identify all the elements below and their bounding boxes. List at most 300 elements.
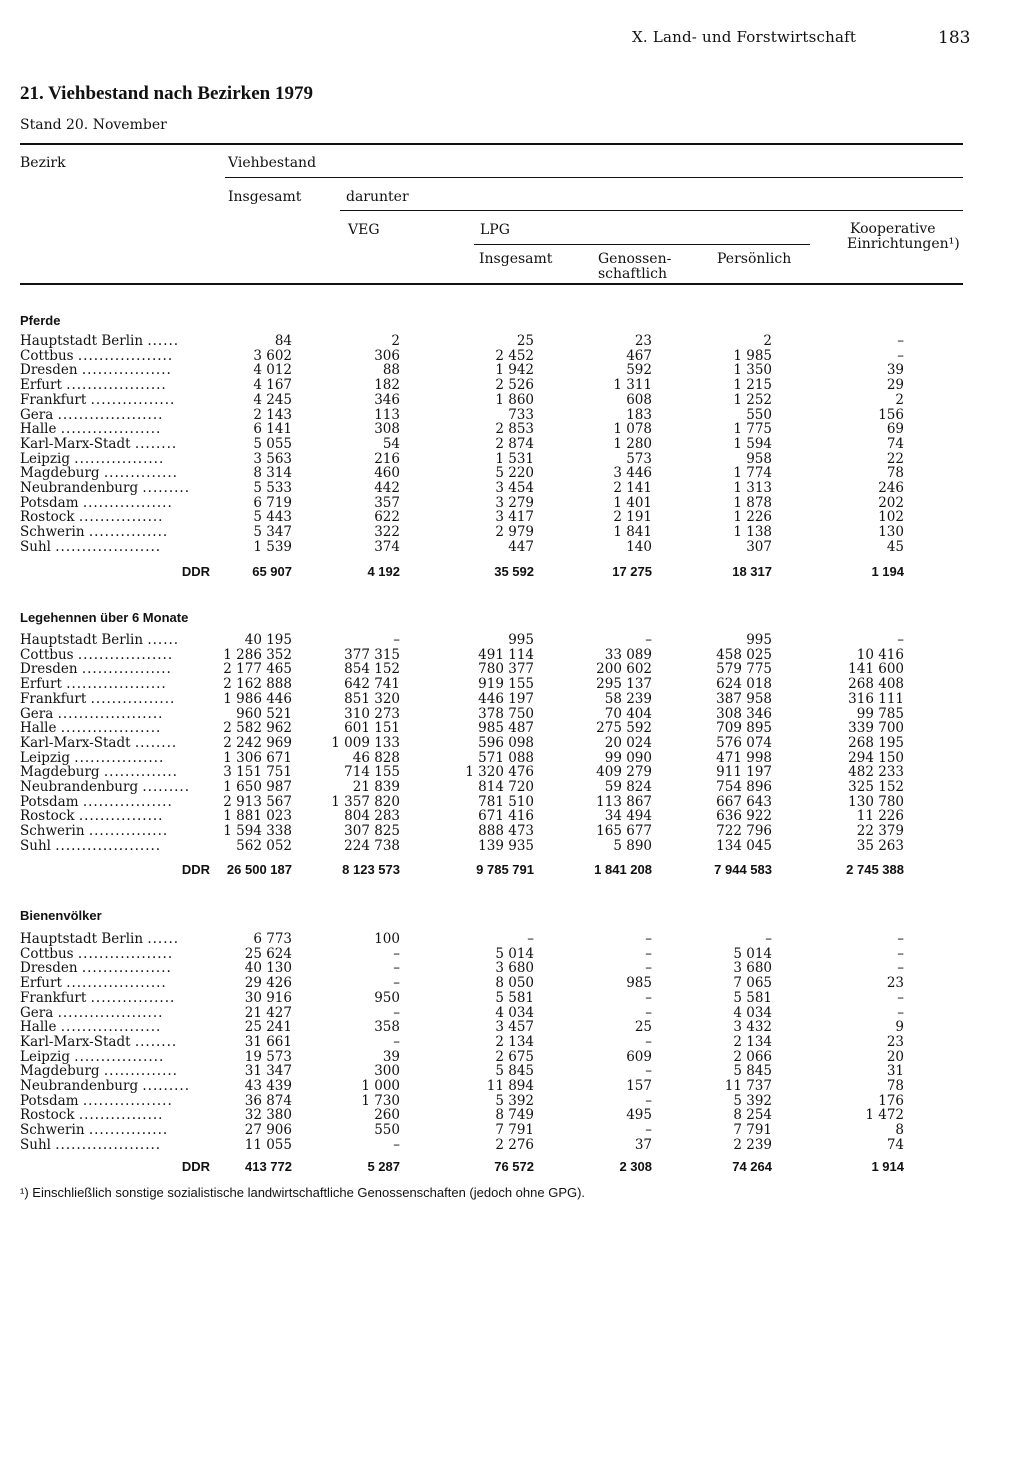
total-veg: 5 287: [367, 1159, 400, 1174]
cell-insgesamt: 21 427: [244, 1004, 292, 1021]
cell-genossenschaftlich: –: [645, 1004, 652, 1021]
cell-veg: 460: [374, 465, 400, 482]
cell-kooperative: 11 226: [856, 808, 904, 825]
table-row: [0, 481, 1024, 496]
cell-veg: 358: [374, 1019, 400, 1036]
cell-insgesamt: 1 650 987: [223, 779, 292, 795]
cell-kooperative: 268 408: [848, 676, 904, 693]
cell-persoenlich: 624 018: [716, 676, 772, 693]
cell-insgesamt: 1 286 352: [223, 646, 292, 663]
cell-genossenschaftlich: 467: [626, 347, 652, 364]
row-label: Schwerin ...............: [20, 824, 169, 840]
cell-kooperative: 10 416: [856, 646, 904, 663]
section-title-legehennen: Legehennen über 6 Monate: [20, 610, 189, 625]
cell-lpg-insgesamt: 446 197: [478, 690, 534, 707]
cell-kooperative: –: [897, 333, 904, 349]
cell-lpg-insgesamt: 888 473: [478, 823, 534, 840]
table-row: [0, 1035, 1024, 1050]
cell-lpg-insgesamt: 671 416: [478, 808, 534, 825]
cell-veg: 88: [382, 362, 400, 379]
cell-persoenlich: 958: [746, 450, 772, 467]
table-row: [0, 991, 1024, 1006]
total-kooperative: 1 914: [871, 1159, 904, 1174]
cell-insgesamt: 5 347: [253, 524, 292, 541]
cell-lpg-insgesamt: 8 749: [495, 1107, 534, 1124]
table-row: [0, 932, 1024, 947]
cell-insgesamt: 1 594 338: [223, 823, 292, 840]
col-header-veg: VEG: [348, 222, 380, 238]
cell-persoenlich: 1 226: [733, 509, 772, 526]
cell-insgesamt: 5 055: [253, 435, 292, 452]
cell-lpg-insgesamt: 139 935: [478, 837, 534, 854]
cell-kooperative: 78: [886, 1078, 904, 1094]
cell-insgesamt: 31 347: [244, 1063, 292, 1080]
row-label: Neubrandenburg .........: [20, 1079, 191, 1094]
cell-persoenlich: 5 845: [733, 1063, 772, 1080]
cell-genossenschaftlich: 592: [626, 362, 652, 379]
cell-genossenschaftlich: 25: [634, 1019, 652, 1036]
cell-genossenschaftlich: 275 592: [596, 720, 652, 737]
cell-insgesamt: 2 242 969: [223, 734, 292, 751]
cell-persoenlich: 911 197: [716, 764, 772, 781]
table-row: [0, 540, 1024, 555]
table-title: 21. Viehbestand nach Bezirken 1979: [20, 83, 313, 104]
cell-persoenlich: 8 254: [733, 1107, 772, 1124]
row-label: Gera ....................: [20, 706, 164, 722]
total-row: [0, 564, 1024, 579]
cell-kooperative: 35 263: [856, 837, 904, 854]
col-header-kooperative-1: Kooperative: [850, 221, 936, 237]
cell-insgesamt: 2 177 465: [223, 661, 292, 678]
cell-kooperative: 246: [878, 480, 904, 496]
cell-lpg-insgesamt: 3 417: [495, 509, 534, 526]
cell-lpg-insgesamt: 8 050: [495, 975, 534, 992]
cell-insgesamt: 40 195: [244, 632, 292, 648]
cell-lpg-insgesamt: 2 853: [495, 421, 534, 438]
cell-kooperative: 20: [886, 1048, 904, 1065]
table-row: [0, 633, 1024, 648]
header-rule-lpg: [474, 244, 810, 245]
row-label: Hauptstadt Berlin ......: [20, 932, 180, 947]
cell-persoenlich: 576 074: [716, 734, 772, 751]
cell-lpg-insgesamt: 7 791: [495, 1122, 534, 1139]
cell-insgesamt: 25 624: [244, 945, 292, 962]
cell-persoenlich: 2 066: [733, 1048, 772, 1065]
cell-genossenschaftlich: –: [645, 1063, 652, 1080]
cell-veg: 854 152: [344, 661, 400, 678]
cell-genossenschaftlich: –: [645, 1092, 652, 1109]
cell-lpg-insgesamt: 781 510: [478, 793, 534, 810]
cell-persoenlich: 636 922: [716, 808, 772, 825]
cell-insgesamt: 11 055: [244, 1136, 292, 1153]
total-lpg-insgesamt: 9 785 791: [476, 862, 534, 877]
cell-kooperative: 316 111: [848, 690, 904, 707]
cell-insgesamt: 2 913 567: [223, 793, 292, 810]
cell-insgesamt: 40 130: [244, 960, 292, 977]
cell-kooperative: 176: [878, 1092, 904, 1109]
row-label: Suhl ....................: [20, 539, 162, 555]
cell-persoenlich: 722 796: [716, 823, 772, 840]
cell-kooperative: 2: [895, 391, 904, 408]
col-header-lpg: LPG: [480, 222, 510, 238]
cell-lpg-insgesamt: 2 979: [495, 524, 534, 541]
cell-persoenlich: 1 775: [733, 421, 772, 438]
table-row: [0, 393, 1024, 408]
table-subtitle: Stand 20. November: [20, 117, 167, 133]
cell-insgesamt: 43 439: [244, 1078, 292, 1094]
header-rule-top: [20, 143, 963, 145]
cell-insgesamt: 31 661: [244, 1033, 292, 1050]
row-label: Schwerin ...............: [20, 1123, 169, 1139]
cell-genossenschaftlich: 37: [634, 1136, 652, 1153]
table-row: [0, 334, 1024, 349]
row-label: Hauptstadt Berlin ......: [20, 334, 180, 349]
cell-genossenschaftlich: 157: [626, 1078, 652, 1094]
cell-insgesamt: 4 167: [253, 377, 292, 394]
cell-genossenschaftlich: 985: [626, 975, 652, 992]
cell-genossenschaftlich: 573: [626, 450, 652, 467]
cell-persoenlich: 1 985: [733, 347, 772, 364]
cell-persoenlich: 458 025: [716, 646, 772, 663]
cell-genossenschaftlich: –: [645, 960, 652, 977]
cell-insgesamt: 5 443: [253, 509, 292, 526]
cell-lpg-insgesamt: 3 454: [495, 480, 534, 496]
cell-lpg-insgesamt: 378 750: [478, 705, 534, 722]
cell-insgesamt: 84: [274, 333, 292, 349]
row-label: Gera ....................: [20, 407, 164, 423]
cell-insgesamt: 1 306 671: [223, 749, 292, 766]
cell-persoenlich: 550: [746, 406, 772, 423]
row-label: Karl-Marx-Stadt ........: [20, 436, 178, 452]
cell-genossenschaftlich: 409 279: [596, 764, 652, 781]
cell-veg: 1 000: [361, 1078, 400, 1094]
cell-veg: 642 741: [344, 676, 400, 693]
cell-genossenschaftlich: 2 191: [613, 509, 652, 526]
cell-veg: 300: [374, 1063, 400, 1080]
row-label: Potsdam .................: [20, 1093, 173, 1109]
table-row: [0, 1138, 1024, 1153]
cell-lpg-insgesamt: 596 098: [478, 734, 534, 751]
cell-kooperative: 141 600: [848, 661, 904, 678]
cell-kooperative: 39: [886, 362, 904, 379]
total-label: DDR: [181, 564, 210, 579]
cell-genossenschaftlich: –: [645, 989, 652, 1006]
row-label: Leipzig .................: [20, 451, 165, 467]
row-label: Potsdam .................: [20, 794, 173, 810]
cell-persoenlich: 1 594: [733, 435, 772, 452]
cell-genossenschaftlich: –: [645, 1122, 652, 1139]
row-label: Halle ...................: [20, 721, 162, 737]
cell-persoenlich: 471 998: [716, 749, 772, 766]
cell-insgesamt: 27 906: [244, 1122, 292, 1139]
total-lpg-insgesamt: 76 572: [494, 1159, 534, 1174]
section-title-bienenvoelker: Bienenvölker: [20, 908, 102, 923]
total-persoenlich: 18 317: [732, 564, 772, 579]
cell-veg: –: [393, 1004, 400, 1021]
cell-lpg-insgesamt: 571 088: [478, 749, 534, 766]
cell-persoenlich: 1 878: [733, 494, 772, 511]
header-rule-bottom: [20, 283, 963, 285]
cell-genossenschaftlich: 495: [626, 1107, 652, 1124]
col-header-bezirk: Bezirk: [20, 155, 66, 171]
cell-kooperative: 1 472: [865, 1107, 904, 1124]
cell-kooperative: 102: [878, 509, 904, 526]
cell-kooperative: 23: [886, 975, 904, 992]
row-label: Neubrandenburg .........: [20, 780, 191, 795]
cell-genossenschaftlich: 99 090: [604, 749, 652, 766]
cell-lpg-insgesamt: 995: [508, 632, 534, 648]
cell-genossenschaftlich: 34 494: [604, 808, 652, 825]
cell-persoenlich: 4 034: [733, 1004, 772, 1021]
cell-genossenschaftlich: 183: [626, 406, 652, 423]
cell-veg: 374: [374, 538, 400, 555]
cell-kooperative: –: [897, 989, 904, 1006]
cell-persoenlich: 7 791: [733, 1122, 772, 1139]
cell-genossenschaftlich: 3 446: [613, 465, 652, 482]
cell-kooperative: –: [897, 931, 904, 947]
col-header-lpg-insgesamt: Insgesamt: [479, 251, 553, 267]
cell-persoenlich: 579 775: [716, 661, 772, 678]
cell-veg: 714 155: [344, 764, 400, 781]
cell-genossenschaftlich: 1 078: [613, 421, 652, 438]
cell-veg: –: [393, 1136, 400, 1153]
cell-persoenlich: 1 138: [733, 524, 772, 541]
table-row: [0, 1020, 1024, 1035]
cell-lpg-insgesamt: 3 457: [495, 1019, 534, 1036]
cell-genossenschaftlich: –: [645, 945, 652, 962]
total-kooperative: 2 745 388: [846, 862, 904, 877]
table-row: [0, 721, 1024, 736]
cell-persoenlich: 307: [746, 538, 772, 555]
table-row: [0, 780, 1024, 795]
cell-insgesamt: 6 773: [253, 931, 292, 947]
cell-veg: 46 828: [352, 749, 400, 766]
cell-kooperative: 23: [886, 1033, 904, 1050]
cell-persoenlich: 1 215: [733, 377, 772, 394]
cell-persoenlich: 387 958: [716, 690, 772, 707]
row-label: Halle ...................: [20, 1020, 162, 1036]
row-label: Rostock ................: [20, 809, 164, 825]
table-row: [0, 839, 1024, 854]
cell-insgesamt: 2 582 962: [223, 720, 292, 737]
row-label: Neubrandenburg .........: [20, 481, 191, 496]
cell-kooperative: 74: [886, 1136, 904, 1153]
cell-veg: 804 283: [344, 808, 400, 825]
cell-genossenschaftlich: 609: [626, 1048, 652, 1065]
cell-persoenlich: 5 014: [733, 945, 772, 962]
cell-insgesamt: 1 986 446: [223, 690, 292, 707]
cell-veg: 950: [374, 989, 400, 1006]
total-persoenlich: 7 944 583: [714, 862, 772, 877]
row-label: Schwerin ...............: [20, 525, 169, 541]
section-title-pferde: Pferde: [20, 313, 61, 328]
table-row: [0, 824, 1024, 839]
cell-lpg-insgesamt: 2 134: [495, 1033, 534, 1050]
cell-lpg-insgesamt: 2 526: [495, 377, 534, 394]
cell-kooperative: 130 780: [848, 793, 904, 810]
cell-insgesamt: 4 012: [253, 362, 292, 379]
table-row: [0, 378, 1024, 393]
cell-lpg-insgesamt: 2 276: [495, 1136, 534, 1153]
total-insgesamt: 413 772: [245, 1159, 292, 1174]
cell-veg: 39: [382, 1048, 400, 1065]
cell-genossenschaftlich: 608: [626, 391, 652, 408]
cell-lpg-insgesamt: 2 874: [495, 435, 534, 452]
row-label: Hauptstadt Berlin ......: [20, 633, 180, 648]
total-veg: 8 123 573: [342, 862, 400, 877]
table-row: [0, 692, 1024, 707]
cell-veg: 306: [374, 347, 400, 364]
total-genossenschaftlich: 17 275: [612, 564, 652, 579]
cell-kooperative: 29: [886, 377, 904, 394]
cell-genossenschaftlich: 165 677: [596, 823, 652, 840]
cell-kooperative: 339 700: [848, 720, 904, 737]
row-label: Frankfurt ................: [20, 392, 176, 408]
cell-kooperative: 45: [886, 538, 904, 555]
cell-insgesamt: 562 052: [236, 837, 292, 854]
cell-insgesamt: 30 916: [244, 989, 292, 1006]
total-row: [0, 1159, 1024, 1174]
col-header-genossenschaftlich-2: schaftlich: [598, 266, 668, 282]
cell-kooperative: 22 379: [856, 823, 904, 840]
cell-genossenschaftlich: 70 404: [604, 705, 652, 722]
cell-lpg-insgesamt: 3 279: [495, 494, 534, 511]
cell-kooperative: 8: [895, 1122, 904, 1139]
cell-genossenschaftlich: –: [645, 632, 652, 648]
cell-veg: 357: [374, 494, 400, 511]
cell-genossenschaftlich: –: [645, 1033, 652, 1050]
cell-kooperative: 99 785: [856, 705, 904, 722]
col-header-persoenlich: Persönlich: [717, 251, 792, 267]
cell-persoenlich: 134 045: [716, 837, 772, 854]
cell-lpg-insgesamt: 1 860: [495, 391, 534, 408]
cell-kooperative: –: [897, 960, 904, 977]
total-veg: 4 192: [367, 564, 400, 579]
cell-lpg-insgesamt: 2 675: [495, 1048, 534, 1065]
total-genossenschaftlich: 2 308: [619, 1159, 652, 1174]
cell-kooperative: 325 152: [848, 779, 904, 795]
cell-persoenlich: 308 346: [716, 705, 772, 722]
cell-genossenschaftlich: 33 089: [604, 646, 652, 663]
row-label: Rostock ................: [20, 1108, 164, 1124]
footnote: ¹) Einschließlich sonstige sozialistische landwirtschaftliche Genossenschaften (jedoch ohne GPG).: [20, 1185, 586, 1200]
cell-veg: 54: [382, 435, 400, 452]
row-label: Magdeburg ..............: [20, 765, 178, 781]
cell-kooperative: –: [897, 347, 904, 364]
row-label: Suhl ....................: [20, 1137, 162, 1153]
cell-veg: 1 357 820: [331, 793, 400, 810]
cell-persoenlich: 709 895: [716, 720, 772, 737]
cell-lpg-insgesamt: 733: [508, 406, 534, 423]
col-header-kooperative-2: Einrichtungen¹): [847, 236, 960, 252]
cell-persoenlich: 667 643: [716, 793, 772, 810]
cell-kooperative: 22: [886, 450, 904, 467]
cell-genossenschaftlich: 200 602: [596, 661, 652, 678]
cell-genossenschaftlich: 20 024: [604, 734, 652, 751]
row-label: Suhl ....................: [20, 838, 162, 854]
cell-persoenlich: 2: [763, 333, 772, 349]
table-row: [0, 1123, 1024, 1138]
cell-genossenschaftlich: 23: [634, 333, 652, 349]
table-row: [0, 422, 1024, 437]
cell-persoenlich: 1 774: [733, 465, 772, 482]
row-label: Karl-Marx-Stadt ........: [20, 735, 178, 751]
row-label: Dresden .................: [20, 662, 172, 678]
cell-veg: 260: [374, 1107, 400, 1124]
cell-persoenlich: 1 350: [733, 362, 772, 379]
total-genossenschaftlich: 1 841 208: [594, 862, 652, 877]
row-label: Cottbus ..................: [20, 946, 174, 962]
cell-genossenschaftlich: 1 311: [613, 377, 652, 394]
row-label: Potsdam .................: [20, 495, 173, 511]
row-label: Gera ....................: [20, 1005, 164, 1021]
header-rule-viehbestand: [225, 177, 963, 178]
cell-genossenschaftlich: 59 824: [604, 779, 652, 795]
cell-insgesamt: 4 245: [253, 391, 292, 408]
cell-persoenlich: 3 432: [733, 1019, 772, 1036]
cell-insgesamt: 1 881 023: [223, 808, 292, 825]
total-insgesamt: 26 500 187: [226, 862, 292, 877]
cell-insgesamt: 5 533: [253, 480, 292, 496]
cell-genossenschaftlich: 113 867: [596, 793, 652, 810]
total-kooperative: 1 194: [871, 564, 904, 579]
cell-veg: 622: [374, 509, 400, 526]
cell-insgesamt: 1 539: [253, 538, 292, 555]
row-label: Cottbus ..................: [20, 647, 174, 663]
cell-veg: 1 009 133: [331, 734, 400, 751]
cell-genossenschaftlich: –: [645, 931, 652, 947]
cell-lpg-insgesamt: 1 942: [495, 362, 534, 379]
cell-veg: 2: [391, 333, 400, 349]
total-insgesamt: 65 907: [252, 564, 292, 579]
col-header-viehbestand: Viehbestand: [228, 155, 317, 171]
cell-veg: 346: [374, 391, 400, 408]
table-row: [0, 1079, 1024, 1094]
cell-persoenlich: –: [765, 931, 772, 947]
cell-veg: 21 839: [352, 779, 400, 795]
cell-kooperative: 31: [886, 1063, 904, 1080]
cell-lpg-insgesamt: 5 014: [495, 945, 534, 962]
cell-veg: 310 273: [344, 705, 400, 722]
cell-veg: 113: [374, 406, 400, 423]
table-row: [0, 976, 1024, 991]
cell-lpg-insgesamt: 985 487: [478, 720, 534, 737]
cell-genossenschaftlich: 1 401: [613, 494, 652, 511]
cell-genossenschaftlich: 2 141: [613, 480, 652, 496]
cell-persoenlich: 11 737: [724, 1078, 772, 1094]
cell-persoenlich: 754 896: [716, 779, 772, 795]
cell-kooperative: –: [897, 945, 904, 962]
cell-kooperative: –: [897, 632, 904, 648]
cell-genossenschaftlich: 295 137: [596, 676, 652, 693]
cell-lpg-insgesamt: 25: [516, 333, 534, 349]
col-header-genossenschaftlich-1: Genossen-: [598, 251, 672, 267]
cell-veg: 100: [374, 931, 400, 947]
cell-veg: 601 151: [344, 720, 400, 737]
cell-veg: 550: [374, 1122, 400, 1139]
cell-lpg-insgesamt: –: [527, 931, 534, 947]
row-label: Leipzig .................: [20, 1049, 165, 1065]
cell-lpg-insgesamt: 1 320 476: [465, 764, 534, 781]
cell-veg: –: [393, 960, 400, 977]
cell-genossenschaftlich: 1 280: [613, 435, 652, 452]
cell-persoenlich: 2 239: [733, 1136, 772, 1153]
cell-veg: 308: [374, 421, 400, 438]
col-header-insgesamt: Insgesamt: [228, 189, 302, 205]
cell-veg: 1 730: [361, 1092, 400, 1109]
cell-kooperative: 69: [886, 421, 904, 438]
cell-veg: 307 825: [344, 823, 400, 840]
